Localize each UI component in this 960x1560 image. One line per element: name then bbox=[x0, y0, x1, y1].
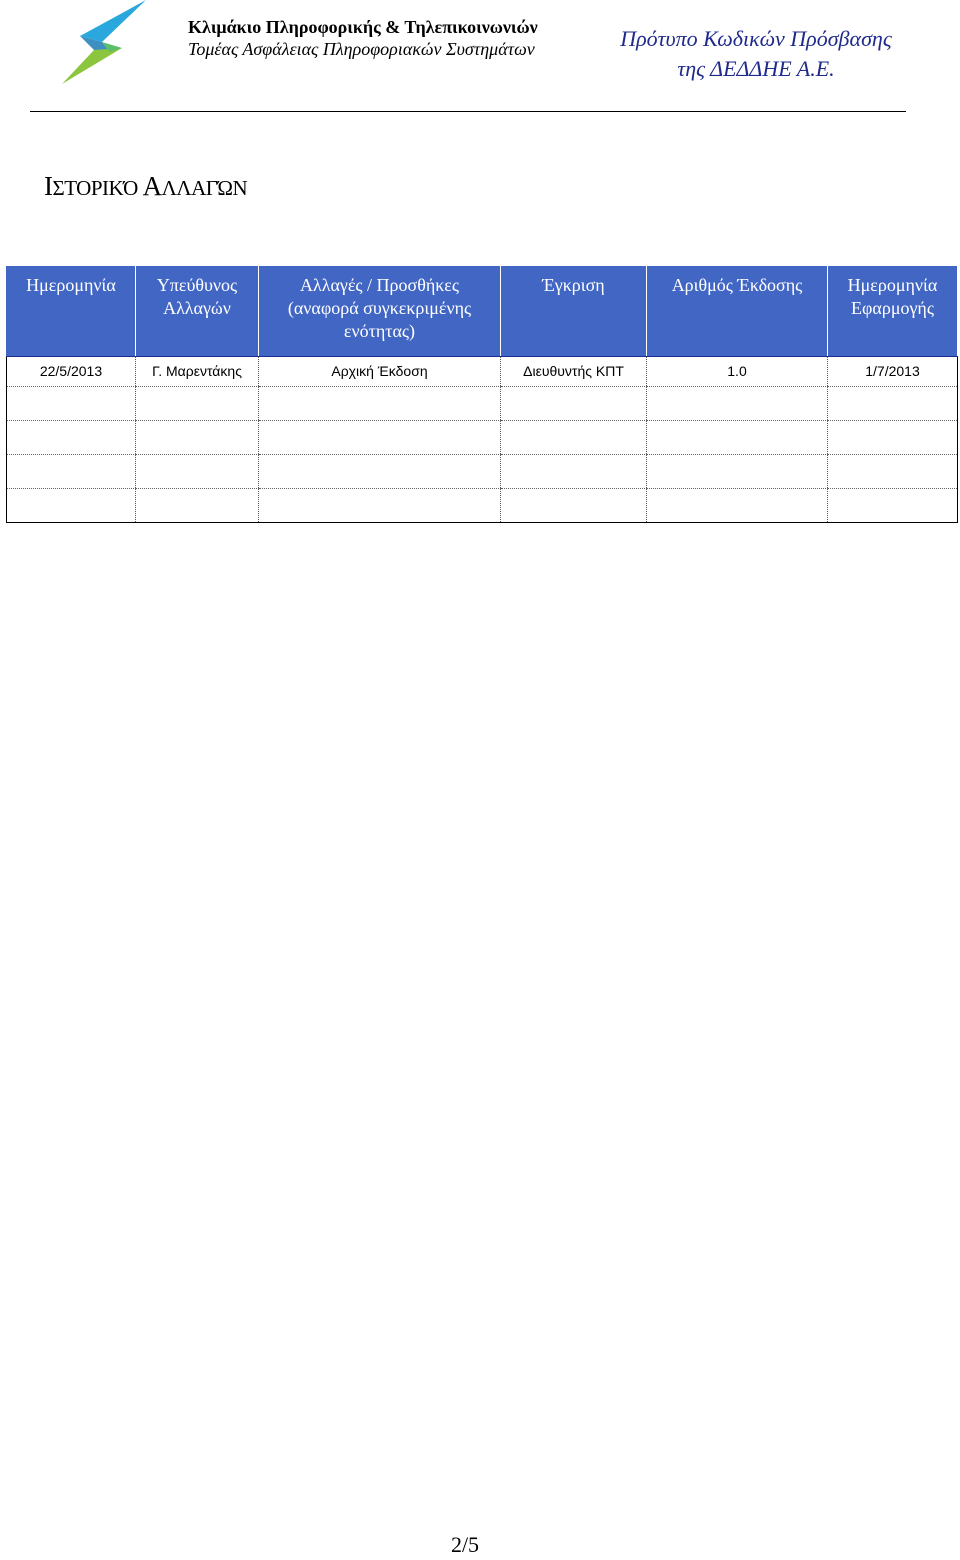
lightning-logo-icon bbox=[58, 0, 150, 88]
organization-block bbox=[188, 16, 598, 60]
cell-changes bbox=[259, 454, 501, 488]
cell-effective-date bbox=[828, 420, 958, 454]
table-row bbox=[7, 386, 958, 420]
section-title-initial-1: Ι bbox=[44, 171, 53, 201]
cell-changes: Αρχική Έκδοση bbox=[259, 356, 501, 386]
cell-approval bbox=[501, 420, 647, 454]
cell-version bbox=[647, 386, 828, 420]
cell-version bbox=[647, 420, 828, 454]
cell-responsible: Γ. Μαρεντάκης bbox=[136, 356, 259, 386]
department-name: Τομέας Ασφάλειας Πληροφοριακών Συστημάτων bbox=[188, 39, 535, 59]
cell-effective-date bbox=[828, 454, 958, 488]
header-responsible: Υπεύθυνος Αλλαγών bbox=[136, 266, 259, 356]
cell-version: 1.0 bbox=[647, 356, 828, 386]
cell-approval bbox=[501, 488, 647, 522]
cell-responsible bbox=[136, 488, 259, 522]
section-title-rest-2: ΛΛΑΓΏΝ bbox=[161, 176, 248, 200]
cell-effective-date bbox=[828, 488, 958, 522]
cell-version bbox=[647, 488, 828, 522]
section-title-initial-2: Α bbox=[142, 171, 162, 201]
cell-approval bbox=[501, 454, 647, 488]
table-header-row bbox=[7, 266, 958, 356]
document-title-line-1: Πρότυπο Κωδικών Πρόσβασης bbox=[620, 26, 892, 51]
organization-name: Κλιμάκιο Πληροφορικής & Τηλεπικοινωνιών bbox=[188, 17, 538, 37]
cell-approval: Διευθυντής ΚΠΤ bbox=[501, 356, 647, 386]
cell-date bbox=[7, 488, 136, 522]
header-approval: Έγκριση bbox=[501, 266, 647, 356]
section-title-rest-1: ΣΤΟΡΙΚΌ bbox=[52, 176, 138, 200]
table-row bbox=[7, 420, 958, 454]
document-title-line-2: της ΔΕΔΔΗΕ Α.Ε. bbox=[677, 56, 835, 81]
cell-date bbox=[7, 454, 136, 488]
cell-date bbox=[7, 386, 136, 420]
cell-changes bbox=[259, 488, 501, 522]
section-title bbox=[44, 168, 247, 206]
table-row bbox=[7, 356, 958, 386]
header-effective-date: Ημερομηνία Εφαρμογής bbox=[828, 266, 958, 356]
cell-responsible bbox=[136, 454, 259, 488]
cell-responsible bbox=[136, 420, 259, 454]
cell-changes bbox=[259, 420, 501, 454]
header-divider bbox=[30, 111, 906, 112]
document-title bbox=[600, 24, 912, 84]
header-version: Αριθμός Έκδοσης bbox=[647, 266, 828, 356]
page-number: 2/5 bbox=[450, 1532, 480, 1557]
cell-responsible bbox=[136, 386, 259, 420]
cell-effective-date bbox=[828, 386, 958, 420]
cell-changes bbox=[259, 386, 501, 420]
cell-version bbox=[647, 454, 828, 488]
cell-date: 22/5/2013 bbox=[7, 356, 136, 386]
table-row bbox=[7, 454, 958, 488]
header-changes: Αλλαγές / Προσθήκες (αναφορά συγκεκριμένης ενότητας) bbox=[259, 266, 501, 356]
change-history-table bbox=[6, 266, 958, 523]
table-row bbox=[7, 488, 958, 522]
cell-date bbox=[7, 420, 136, 454]
header-date: Ημερομηνία bbox=[7, 266, 136, 356]
cell-effective-date: 1/7/2013 bbox=[828, 356, 958, 386]
cell-approval bbox=[501, 386, 647, 420]
